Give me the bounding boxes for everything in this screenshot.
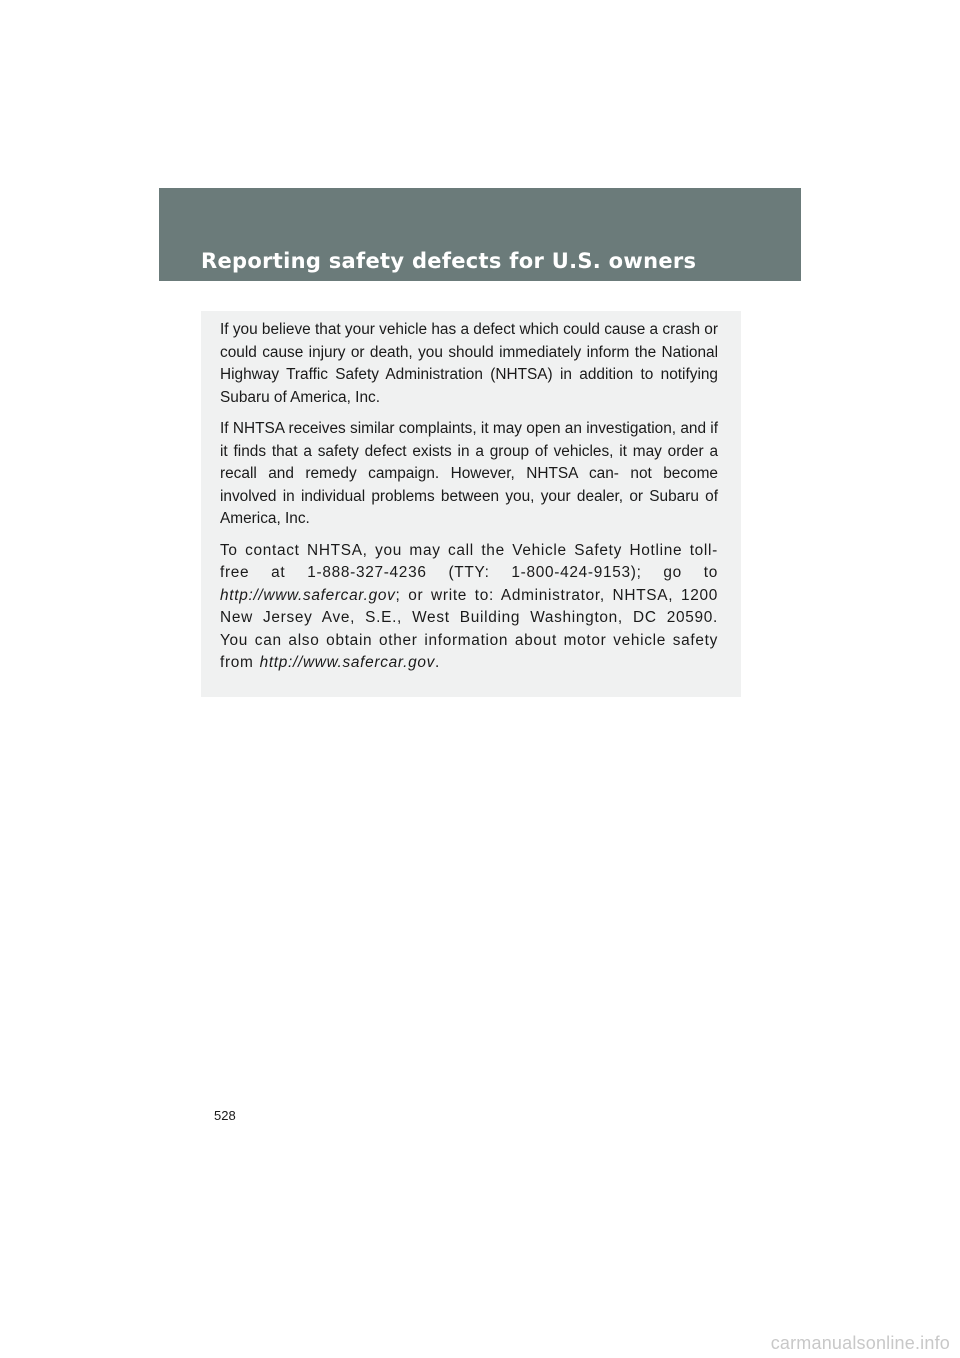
notice-paragraph-3 — [220, 540, 718, 675]
notice-paragraph-3-text-1: To contact NHTSA, you may call the Vehicle Safety Hotline toll-free at 1-888-327-4236 (TTY: 1-800-424-9153); go to — [220, 541, 718, 581]
notice-paragraph-3-text-2: ; or write to: Administrator, NHTSA, 1200 New Jersey Ave, S.E., West Building Washington, DC 20590. You can also obtain other information about motor vehicle safety from — [220, 586, 718, 671]
safety-notice-box — [201, 311, 741, 697]
watermark: carmanualsonline.info — [770, 1333, 950, 1353]
section-title: Reporting safety defects for U.S. owners — [201, 249, 697, 273]
notice-paragraph-1: If you believe that your vehicle has a defect which could cause a crash or could cause injury or death, you should immediately inform the National Highway Traffic Safety Administration (NHTSA) in addition to notifying Subaru of America, Inc. — [220, 321, 718, 406]
safercar-link-1: http://www.safercar.gov — [220, 586, 396, 604]
section-header-band — [159, 188, 801, 281]
safercar-link-2: http://www.safercar.gov — [259, 654, 436, 671]
page-number: 528 — [214, 1108, 236, 1123]
notice-paragraph-2: If NHTSA receives similar complaints, it may open an investigation, and if it finds that a safety defect exists in a group of vehicles, it may order a recall and remedy campaign. However, NHTSA can- not become involved in individual problems between you, your dealer, or Subaru of America, Inc. — [220, 420, 718, 527]
notice-paragraph-3-text-3: . — [435, 654, 441, 671]
